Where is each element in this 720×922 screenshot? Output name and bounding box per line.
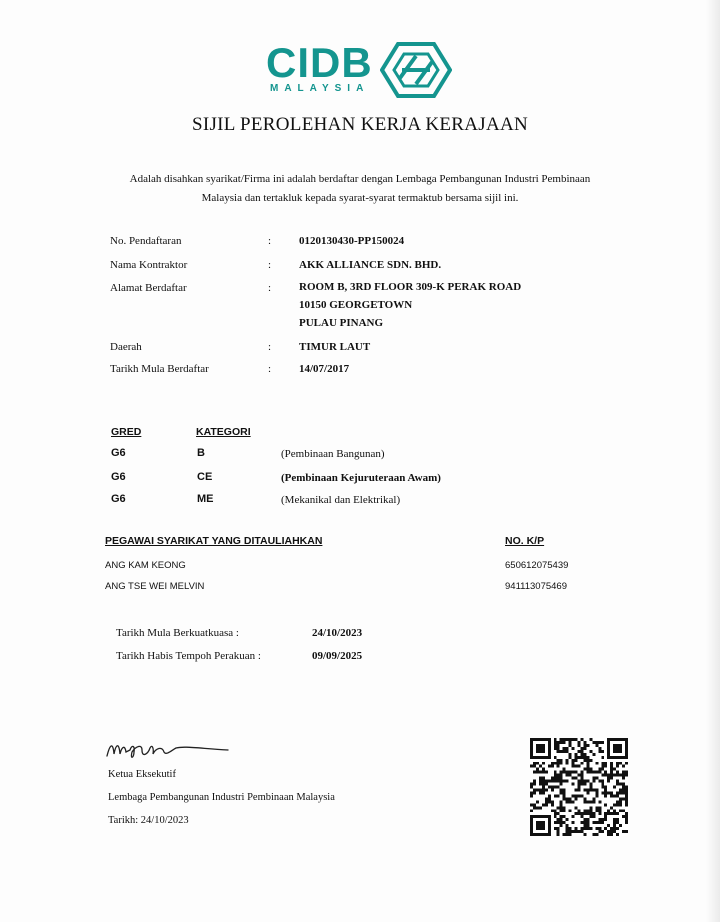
officer-name: ANG KAM KEONG xyxy=(105,560,186,571)
address-line-1: ROOM B, 3RD FLOOR 309-K PERAK ROAD xyxy=(299,281,522,293)
cidb-logo xyxy=(266,40,456,102)
district-value: TIMUR LAUT xyxy=(299,341,371,353)
signatory-organization: Lembaga Pembangunan Industri Pembinaan Malaysia xyxy=(108,792,335,803)
intro-line-1: Adalah disahkan syarikat/Firma ini adalah berdaftar dengan Lembaga Pembangunan Industri Pembinaan xyxy=(129,173,591,185)
logo-wordmark: CIDB xyxy=(266,39,373,86)
handwritten-signature-icon xyxy=(104,736,234,766)
intro-line-2: Malaysia dan tertakluk kepada syarat-syarat termaktub bersama sijil ini. xyxy=(201,192,519,204)
signatory-role: Ketua Eksekutif xyxy=(108,769,176,780)
expiry-date-value: 09/09/2025 xyxy=(312,650,363,662)
colon: : xyxy=(268,259,272,271)
colon: : xyxy=(268,363,272,375)
category-cell: ME xyxy=(197,493,214,505)
grade-cell: G6 xyxy=(111,493,126,505)
grade-cell: G6 xyxy=(111,447,126,459)
address-line-3: PULAU PINANG xyxy=(299,317,384,329)
ic-header: NO. K/P xyxy=(505,535,545,547)
expiry-date-label: Tarikh Habis Tempoh Perakuan : xyxy=(116,650,261,662)
certificate-title: SIJIL PEROLEHAN KERJA KERAJAAN xyxy=(191,114,529,135)
logo-country: MALAYSIA xyxy=(270,83,370,94)
reg-no-label: No. Pendaftaran xyxy=(110,235,182,247)
officer-ic: 941113075469 xyxy=(505,581,567,592)
intro-paragraph xyxy=(95,170,625,208)
colon: : xyxy=(268,341,272,353)
category-description: (Pembinaan Bangunan) xyxy=(281,448,385,460)
grade-header: GRED xyxy=(111,426,142,438)
category-header: KATEGORI xyxy=(196,426,251,438)
effective-date-value: 24/10/2023 xyxy=(312,627,363,639)
qr-code-icon xyxy=(530,738,628,836)
district-label: Daerah xyxy=(110,341,142,353)
category-cell: CE xyxy=(197,471,213,483)
reg-no-value: 0120130430-PP150024 xyxy=(299,235,405,247)
grade-cell: G6 xyxy=(111,471,126,483)
address-line-2: 10150 GEORGETOWN xyxy=(299,299,413,311)
start-date-value: 14/07/2017 xyxy=(299,363,350,375)
contractor-label: Nama Kontraktor xyxy=(110,259,188,271)
effective-date-label: Tarikh Mula Berkuatkuasa : xyxy=(116,627,239,639)
page-edge-shadow xyxy=(706,0,720,922)
category-description: (Mekanikal dan Elektrikal) xyxy=(281,494,401,506)
officer-name: ANG TSE WEI MELVIN xyxy=(105,581,205,592)
start-date-label: Tarikh Mula Berdaftar xyxy=(110,363,209,375)
category-cell: B xyxy=(197,447,205,459)
officer-ic: 650612075439 xyxy=(505,560,569,571)
category-description: (Pembinaan Kejuruteraan Awam) xyxy=(281,472,441,484)
officers-header: PEGAWAI SYARIKAT YANG DITAULIAHKAN xyxy=(105,535,323,547)
colon: : xyxy=(268,235,272,247)
cidb-logo-mark-icon xyxy=(380,42,452,98)
contractor-value: AKK ALLIANCE SDN. BHD. xyxy=(299,259,442,271)
signatory-date: Tarikh: 24/10/2023 xyxy=(108,815,189,826)
colon: : xyxy=(268,282,272,294)
address-label: Alamat Berdaftar xyxy=(110,282,187,294)
